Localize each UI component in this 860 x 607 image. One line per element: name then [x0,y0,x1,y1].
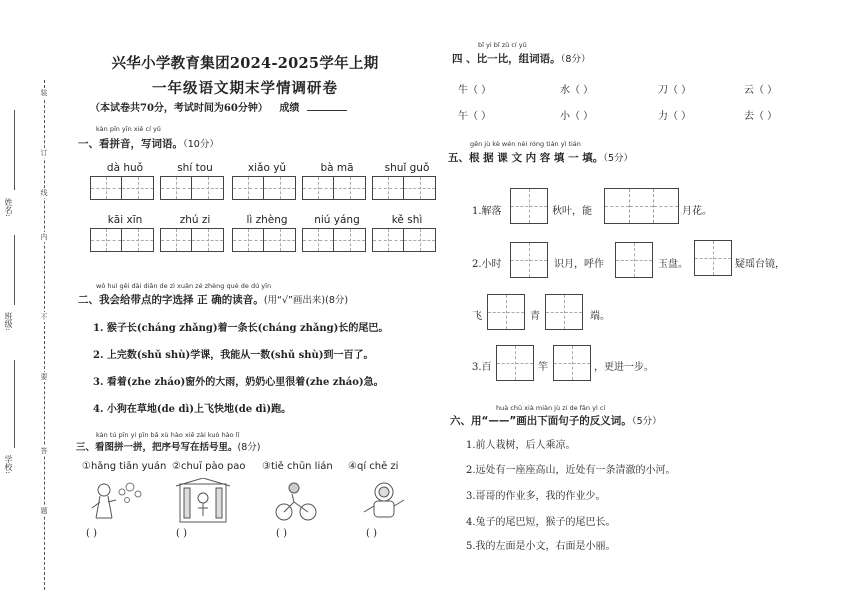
fill-text: 1.解落 [472,206,502,217]
class-label: 班级: [4,312,13,331]
pinyin-label: xiǎo yǔ [247,162,287,174]
antonym-sentence[interactable]: 5.我的左面是小文，右面是小丽。 [466,541,616,552]
section1-pinyin: kàn pīn yīn xiě cí yǔ [96,125,161,133]
section4-title [452,51,590,66]
word-blank[interactable]: 小（ ） [560,111,594,122]
exam-title: 兴华小学教育集团2024-2025学年上期 [111,55,379,72]
fill-text: 秋叶，能 [552,206,592,217]
answer-paren[interactable]: ( ) [176,528,187,539]
pinyin-item [232,214,302,252]
character-box-triple[interactable] [604,188,679,224]
pinyin-label: shuǐ guǒ [384,162,430,174]
section2-title [78,292,348,307]
fill-text: 2.小时 [472,259,502,270]
door-couplet-picture [168,478,238,524]
exam-subtitle: 一年级语文期末学情调研卷 [152,80,338,97]
writing-grid[interactable] [90,228,160,252]
reading-question[interactable]: 2. 上完数(shǔ shù)学课，我能从一数(shǔ shù)到一百了。 [93,350,374,361]
character-box[interactable] [615,242,653,278]
pinyin-item [160,214,230,252]
fill-text: 青 [530,311,540,322]
character-box[interactable] [553,345,591,381]
word-blank[interactable]: 水（ ） [560,85,594,96]
section3-title [76,439,260,453]
writing-grid[interactable] [302,228,372,252]
school-write-line[interactable] [14,360,15,448]
seal-word: 线 [38,188,50,198]
writing-grid[interactable] [372,228,442,252]
section1-title [78,136,219,151]
section2-title-text: 二、我会给带点的字选择 正 确的读音。 [78,294,264,306]
character-box[interactable] [545,294,583,330]
seal-word: 订 [38,148,50,158]
picture-option: ②chuī pào pao [172,461,246,472]
section2-pinyin: wǒ huì gěi dài diǎn de zì xuǎn zé zhèng què de dú yīn [96,282,272,290]
pinyin-label: kāi xīn [107,214,143,226]
antonym-sentence[interactable]: 2.远处有一座座高山，近处有一条清澈的小河。 [466,465,676,476]
pinyin-label: lì zhèng [246,214,288,226]
fill-text: 疑瑶台镜， [735,259,785,270]
seal-word: 不 [38,312,50,322]
reading-question[interactable]: 3. 看着(zhe zháo)窗外的大雨，奶奶心里很着(zhe zháo)急。 [93,377,384,388]
answer-paren[interactable]: ( ) [86,528,97,539]
pinyin-item [372,214,442,252]
section6-title [450,413,662,428]
pinyin-item [232,162,302,200]
bicycle-rider-picture [262,478,332,524]
section1-points: （10分） [183,139,219,150]
pinyin-label: zhú zi [179,214,211,226]
class-write-line[interactable] [14,235,15,305]
fill-text: 玉盘。 [658,259,688,270]
character-box[interactable] [496,345,534,381]
section4-title-text: 四 、比一比，组词语。 [452,53,561,65]
section5-title [448,150,633,165]
score-label: 成绩 [279,103,300,114]
writing-grid[interactable] [160,228,230,252]
name-label: 姓名: [4,198,13,217]
section6-title-text: 六、用“——”画出下面句子的反义词。 [450,415,632,427]
pinyin-item [160,162,230,200]
pinyin-item [90,162,160,200]
fill-text: 月花。 [682,206,712,217]
word-blank[interactable]: 云（ ） [744,85,778,96]
pinyin-label: bà mā [320,162,354,174]
score-line[interactable] [307,110,347,111]
fill-text: 识月，呼作 [554,259,604,270]
word-blank[interactable]: 刀（ ） [658,85,692,96]
seal-word: 装 [38,88,50,98]
school-label: 学校: [4,455,13,474]
character-box[interactable] [510,188,548,224]
exam-note-text: （本试卷共70分，考试时间为60分钟） [90,103,268,114]
picture-option: ④qí chē zi [348,461,399,472]
seal-word: 题 [38,506,50,516]
astronaut-picture [350,478,420,524]
seal-word: 内 [38,232,50,242]
reading-question[interactable]: 1. 猴子长(cháng zhǎng)着一条长(cháng zhǎng)长的尾巴。 [93,323,389,334]
word-blank[interactable]: 去（ ） [744,111,778,122]
pinyin-item [372,162,442,200]
answer-paren[interactable]: ( ) [276,528,287,539]
answer-paren[interactable]: ( ) [366,528,377,539]
picture-option: ③tiě chūn lián [262,461,333,472]
section5-title-text: 五、根 据 课 文 内 容 填 一 填。 [448,152,604,164]
pinyin-label: kě shì [391,214,423,226]
pinyin-label: dà huǒ [106,162,144,174]
character-box[interactable] [694,240,732,276]
writing-grid[interactable] [90,176,160,200]
fill-text: 竿 [538,362,548,373]
section5-points: （5分） [603,153,634,164]
word-blank[interactable]: 午（ ） [458,111,492,122]
section3-title-text: 三、看图拼一拼，把序号写在括号里。 [76,442,238,453]
fill-text: 飞 [472,311,482,322]
writing-grid[interactable] [372,176,442,200]
section5-pinyin: gēn jù kè wén nèi róng tián yì tián [470,140,581,148]
pinyin-item [302,162,372,200]
antonym-sentence[interactable]: 1.前人栽树，后人乘凉。 [466,440,576,451]
reading-question[interactable]: 4. 小狗在草地(de dì)上飞快地(de dì)跑。 [93,404,292,415]
character-box[interactable] [510,242,548,278]
section2-points: (用“√”画出来)(8分) [263,295,349,306]
character-box[interactable] [487,294,525,330]
antonym-sentence[interactable]: 4.兔子的尾巴短，猴子的尾巴长。 [466,517,616,528]
antonym-sentence[interactable]: 3.哥哥的作业多，我的作业少。 [466,491,606,502]
section1-title-text: 一、看拼音，写词语。 [78,138,183,150]
section6-points: （5分） [631,416,662,427]
fill-text: ，更进一步。 [594,362,654,373]
writing-grid[interactable] [302,176,372,200]
seal-word: 要 [38,372,50,382]
writing-grid[interactable] [232,176,302,200]
pinyin-label: niú yáng [314,214,360,226]
pinyin-label: shí tou [177,162,213,174]
fill-text: 端。 [590,311,610,322]
exam-note [90,99,347,114]
word-blank[interactable]: 力（ ） [658,111,692,122]
writing-grid[interactable] [232,228,302,252]
section4-points: （8分） [560,54,591,65]
section4-pinyin: bǐ yi bǐ zǔ cí yǔ [478,41,527,49]
name-write-line[interactable] [14,110,15,190]
word-blank[interactable]: 牛（ ） [458,85,492,96]
section3-points: (8分) [237,442,261,453]
pinyin-item [90,214,160,252]
seal-word: 答 [38,446,50,456]
writing-grid[interactable] [160,176,230,200]
fill-text: 3.百 [472,362,492,373]
picture-option: ①hǎng tiān yuán [82,461,167,472]
bubble-blowing-child-picture [82,478,152,524]
pinyin-item [302,214,372,252]
section6-pinyin: huà chū xià miàn jù zi de fǎn yì cí [496,404,606,412]
section3-pinyin: kàn tú pīn yi pīn bǎ xù hào xiě zài kuò hào lǐ [96,431,240,439]
